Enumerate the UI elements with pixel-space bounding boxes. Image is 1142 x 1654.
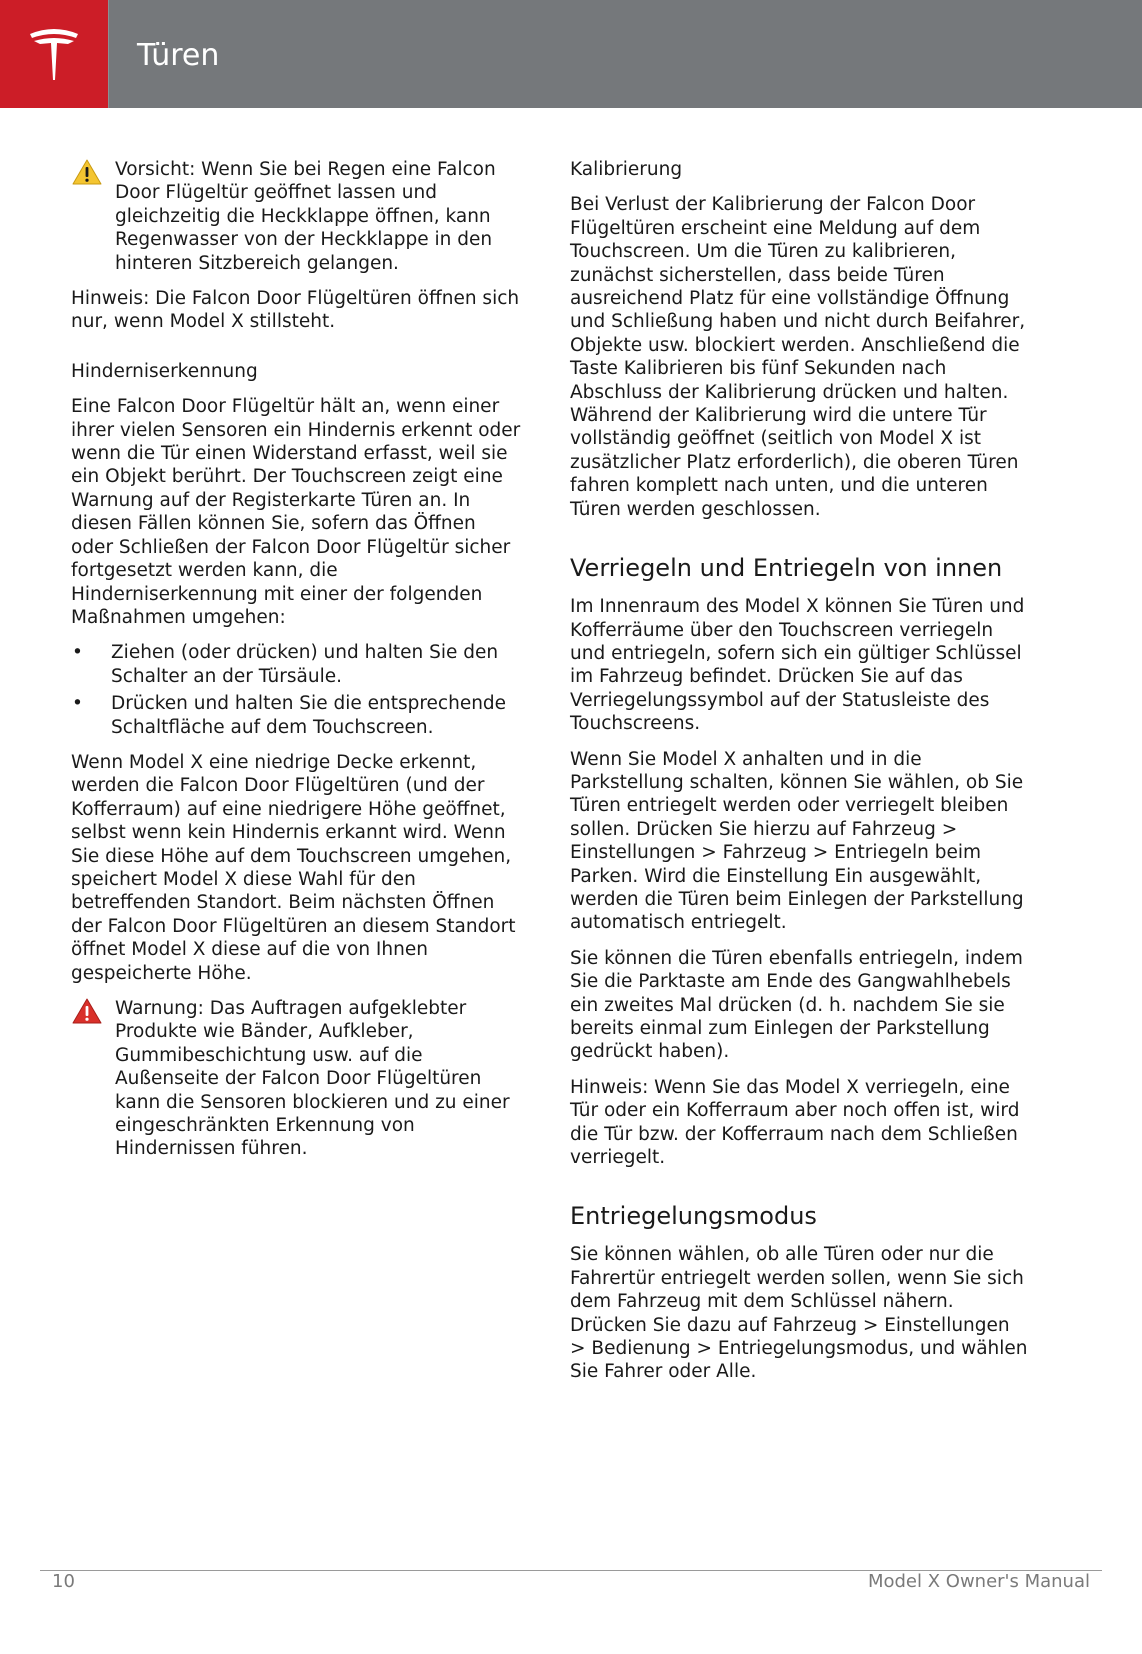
page-title: Türen <box>137 38 220 73</box>
warning-icon <box>72 998 102 1024</box>
tesla-logo-icon <box>28 26 80 82</box>
list-item <box>71 641 521 688</box>
calibration-heading: Kalibrierung <box>570 159 683 180</box>
lock-paragraph-3: Sie können die Türen ebenfalls entriegeln, indem Sie die Parktaste am Ende des Gangwahlhebels ein zweites Mal drücken (d. h. nachdem Sie sie bereits einmal zum Einlegen der Parkstellung gedrückt haben). <box>570 947 1023 1063</box>
unlock-mode-heading: Entriegelungsmodus <box>570 1202 817 1231</box>
right-column <box>570 158 1030 1396</box>
manual-name: Model X Owner's Manual <box>867 1571 1090 1592</box>
page-number: 10 <box>52 1571 75 1592</box>
caution-icon <box>72 159 102 185</box>
lock-paragraph-1: Im Innenraum des Model X können Sie Türen und Kofferräume über den Touchscreen verriegeln und entriegeln, sofern sich ein gültiger Schlüssel im Fahrzeug befindet. Drücken Sie auf das Verriegelungssymbol auf der Statusleiste des Touchscreens. <box>570 596 1025 735</box>
bullet-marker: • <box>72 693 83 715</box>
warning-notice <box>71 997 521 1161</box>
page-header <box>0 0 1142 108</box>
warning-text: Warnung: Das Auftragen aufgeklebter Produkte wie Bänder, Aufkleber, Gummibeschichtung usw. auf die Außenseite der Falcon Door Flügeltüren kann die Sensoren blockieren und zu einer eingeschränkten Erkennung von Hindernissen führen. <box>115 998 510 1160</box>
caution-text: Vorsicht: Wenn Sie bei Regen eine Falcon Door Flügeltür geöffnet lassen und gleichzeitig die Heckklappe öffnen, kann Regenwasser von der Heckklappe in den hinteren Sitzbereich gelangen. <box>115 159 496 274</box>
obstacle-detection-heading: Hinderniserkennung <box>71 360 258 382</box>
lock-note: Hinweis: Wenn Sie das Model X verriegeln, eine Tür oder ein Kofferraum aber noch offen ist, wird die Tür bzw. der Kofferraum nach dem Schließen verriegelt. <box>570 1076 1020 1169</box>
override-options-list <box>71 641 521 739</box>
brand-logo-box <box>0 0 108 108</box>
unlock-mode-text: Sie können wählen, ob alle Türen oder nur die Fahrertür entriegelt werden sollen, wenn Sie sich dem Fahrzeug mit dem Schlüssel nähern. Drücken Sie dazu auf Fahrzeug > Einstellungen > Bedienung > Entriegelungsmodus, und wählen Sie Fahrer oder Alle. <box>570 1244 1028 1383</box>
header-divider <box>108 0 109 108</box>
caution-notice <box>71 158 521 275</box>
note-stationary: Hinweis: Die Falcon Door Flügeltüren öffnen sich nur, wenn Model X stillsteht. <box>71 288 520 333</box>
list-item <box>71 692 521 739</box>
list-item-text: Drücken und halten Sie die entsprechende Schaltfläche auf dem Touchscreen. <box>111 693 507 738</box>
obstacle-detection-text: Eine Falcon Door Flügeltür hält an, wenn einer ihrer vielen Sensoren ein Hindernis erkennt oder wenn die Tür einen Widerstand erfasst, weil sie ein Objekt berührt. Der Touchscreen zeigt eine Warnung auf der Registerkarte Türen an. In diesen Fällen können Sie, sofern das Öffnen oder Schließen der Falcon Door Flügeltür sicher fortgesetzt werden kann, die Hinderniserkennung mit einer der folgenden Maßnahmen umgehen: <box>71 396 521 628</box>
list-item-text: Ziehen (oder drücken) und halten Sie den Schalter an der Türsäule. <box>111 642 499 687</box>
low-ceiling-text: Wenn Model X eine niedrige Decke erkennt, werden die Falcon Door Flügeltüren (und der Kofferraum) auf eine niedrigere Höhe geöffnet, selbst wenn kein Hindernis erkannt wird. Wenn Sie diese Höhe auf dem Touchscreen umgehen, speichert Model X diese Wahl für den betreffenden Standort. Beim nächsten Öffnen der Falcon Door Flügeltüren an diesem Standort öffnet Model X diese auf die von Ihnen gespeicherte Höhe. <box>71 751 516 984</box>
calibration-text: Bei Verlust der Kalibrierung der Falcon Door Flügeltüren erscheint eine Meldung auf dem Touchscreen. Um die Türen zu kalibrieren, zunächst sicherstellen, dass beide Türen ausreichend Platz für eine vollständige Öffnung und Schließung haben und nicht durch Beifahrer, Objekte usw. blockiert werden. Anschließend die Taste Kalibrieren bis fünf Sekunden nach Abschluss der Kalibrierung drücken und halten. Während der Kalibrierung wird die untere Tür vollständig geöffnet (seitlich von Model X ist zusätzlicher Platz erforderlich), die oberen Türen fahren komplett nach unten, und die unteren Türen werden geschlossen. <box>570 194 1026 520</box>
lock-paragraph-2: Wenn Sie Model X anhalten und in die Parkstellung schalten, können Sie wählen, ob Sie Türen entriegelt werden oder verriegelt bleiben sollen. Drücken Sie hierzu auf Fahrzeug > Einstellungen > Fahrzeug > Entriegeln beim Parken. Wird die Einstellung Ein ausgewählt, werden die Türen beim Einlegen der Parkstellung automatisch entriegelt. <box>570 748 1024 934</box>
left-column <box>71 158 521 1173</box>
bullet-marker: • <box>72 642 83 664</box>
lock-unlock-heading: Verriegeln und Entriegeln von innen <box>570 554 1003 583</box>
